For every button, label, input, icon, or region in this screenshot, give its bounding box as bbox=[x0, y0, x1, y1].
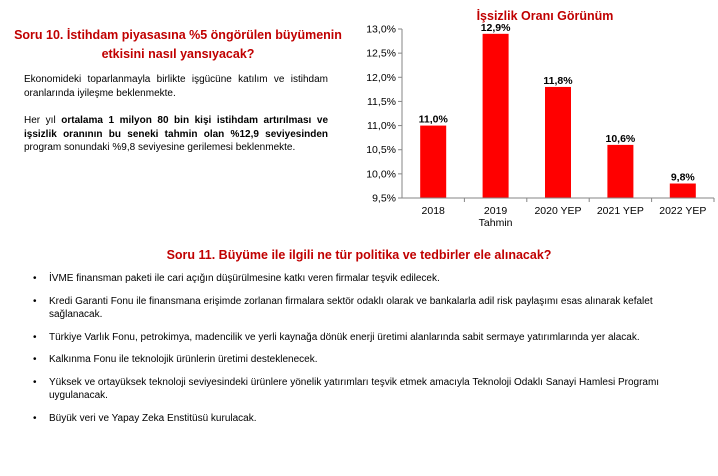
bar bbox=[607, 145, 633, 198]
bar bbox=[670, 184, 696, 198]
policy-item: • İVME finansman paketi ile cari açığın düşürülmesine katkı veren firmalar teşvik edilecek. bbox=[33, 272, 705, 286]
y-tick-label: 9,5% bbox=[372, 192, 396, 205]
question-10-title: Soru 10. İstihdam piyasasına %5 öngörülen büyümenin etkisini nasıl yansıyacak? bbox=[14, 28, 342, 61]
paragraph-prefix: Her yıl bbox=[24, 115, 62, 126]
bar-value-label: 11,8% bbox=[543, 74, 573, 87]
policy-item: • Büyük veri ve Yapay Zeka Enstitüsü kurulacak. bbox=[33, 412, 705, 426]
bar-value-label: 9,8% bbox=[670, 171, 695, 184]
x-tick-label: 2020 YEP bbox=[534, 205, 582, 217]
paragraph-suffix: program sonundaki %9,8 seviyesine gerilemesi beklenmekte. bbox=[24, 142, 296, 153]
chart-title: İşsizlik Oranı Görünüm bbox=[476, 9, 614, 23]
bar-value-label: 12,9% bbox=[480, 21, 511, 34]
x-tick-label: 2021 YEP bbox=[596, 205, 644, 217]
policy-list bbox=[33, 272, 705, 434]
y-tick-label: 13,0% bbox=[366, 23, 396, 36]
policy-item: • Kredi Garanti Fonu ile finansmana erişimde zorlanan firmalara sektör odaklı olarak ve bankalarla adil risk paylaşımı esas alınarak kefalet sağlanacak. bbox=[33, 295, 705, 322]
policy-item: • Yüksek ve ortayüksek teknoloji seviyesindeki ürünlere yönelik yatırımları teşvik etmek amacıyla Teknoloji Odaklı Sanayi Hamlesi Programı uygulanacak. bbox=[33, 376, 705, 403]
policy-item: • Türkiye Varlık Fonu, petrokimya, madencilik ve yerli kaynağa dönük enerji üretimi alanlarında sabit sermaye yatırımlarında yer alacak. bbox=[33, 331, 705, 345]
bar bbox=[420, 126, 446, 198]
x-tick-label: 2022 YEP bbox=[659, 205, 707, 217]
x-tick-label: 2019 Tahmin bbox=[478, 205, 513, 229]
unemployment-chart bbox=[358, 0, 718, 240]
x-axis bbox=[402, 198, 714, 229]
y-tick-label: 11,0% bbox=[367, 120, 396, 133]
bar bbox=[545, 87, 571, 198]
policy-item: • Kalkınma Fonu ile teknolojik ürünlerin üretimi desteklenecek. bbox=[33, 353, 705, 367]
bars bbox=[419, 22, 696, 198]
paragraph-employment-target bbox=[24, 114, 328, 155]
y-tick-label: 10,0% bbox=[366, 168, 396, 181]
paragraph-bold-target: ortalama 1 milyon 80 bin kişi istihdam artırılması ve işsizlik oranının bu seneki tahmin olan %12,9 seviyesinden bbox=[24, 115, 329, 140]
bar bbox=[483, 34, 509, 198]
paragraph-participation: Ekonomideki toparlanmayla birlikte işgücüne katılım ve istihdam oranlarında iyileşme beklenmekte. bbox=[24, 74, 328, 99]
bar-value-label: 11,0% bbox=[418, 113, 448, 126]
y-tick-label: 12,5% bbox=[366, 47, 396, 60]
question-11-title: Soru 11. Büyüme ile ilgili ne tür politika ve tedbirler ele alınacak? bbox=[166, 248, 552, 262]
y-tick-label: 12,0% bbox=[366, 71, 396, 84]
y-tick-label: 11,5% bbox=[367, 95, 396, 108]
bar-value-label: 10,6% bbox=[605, 132, 636, 145]
x-tick-label: 2018 bbox=[421, 205, 445, 217]
y-axis bbox=[366, 24, 402, 205]
y-tick-label: 10,5% bbox=[366, 144, 396, 157]
